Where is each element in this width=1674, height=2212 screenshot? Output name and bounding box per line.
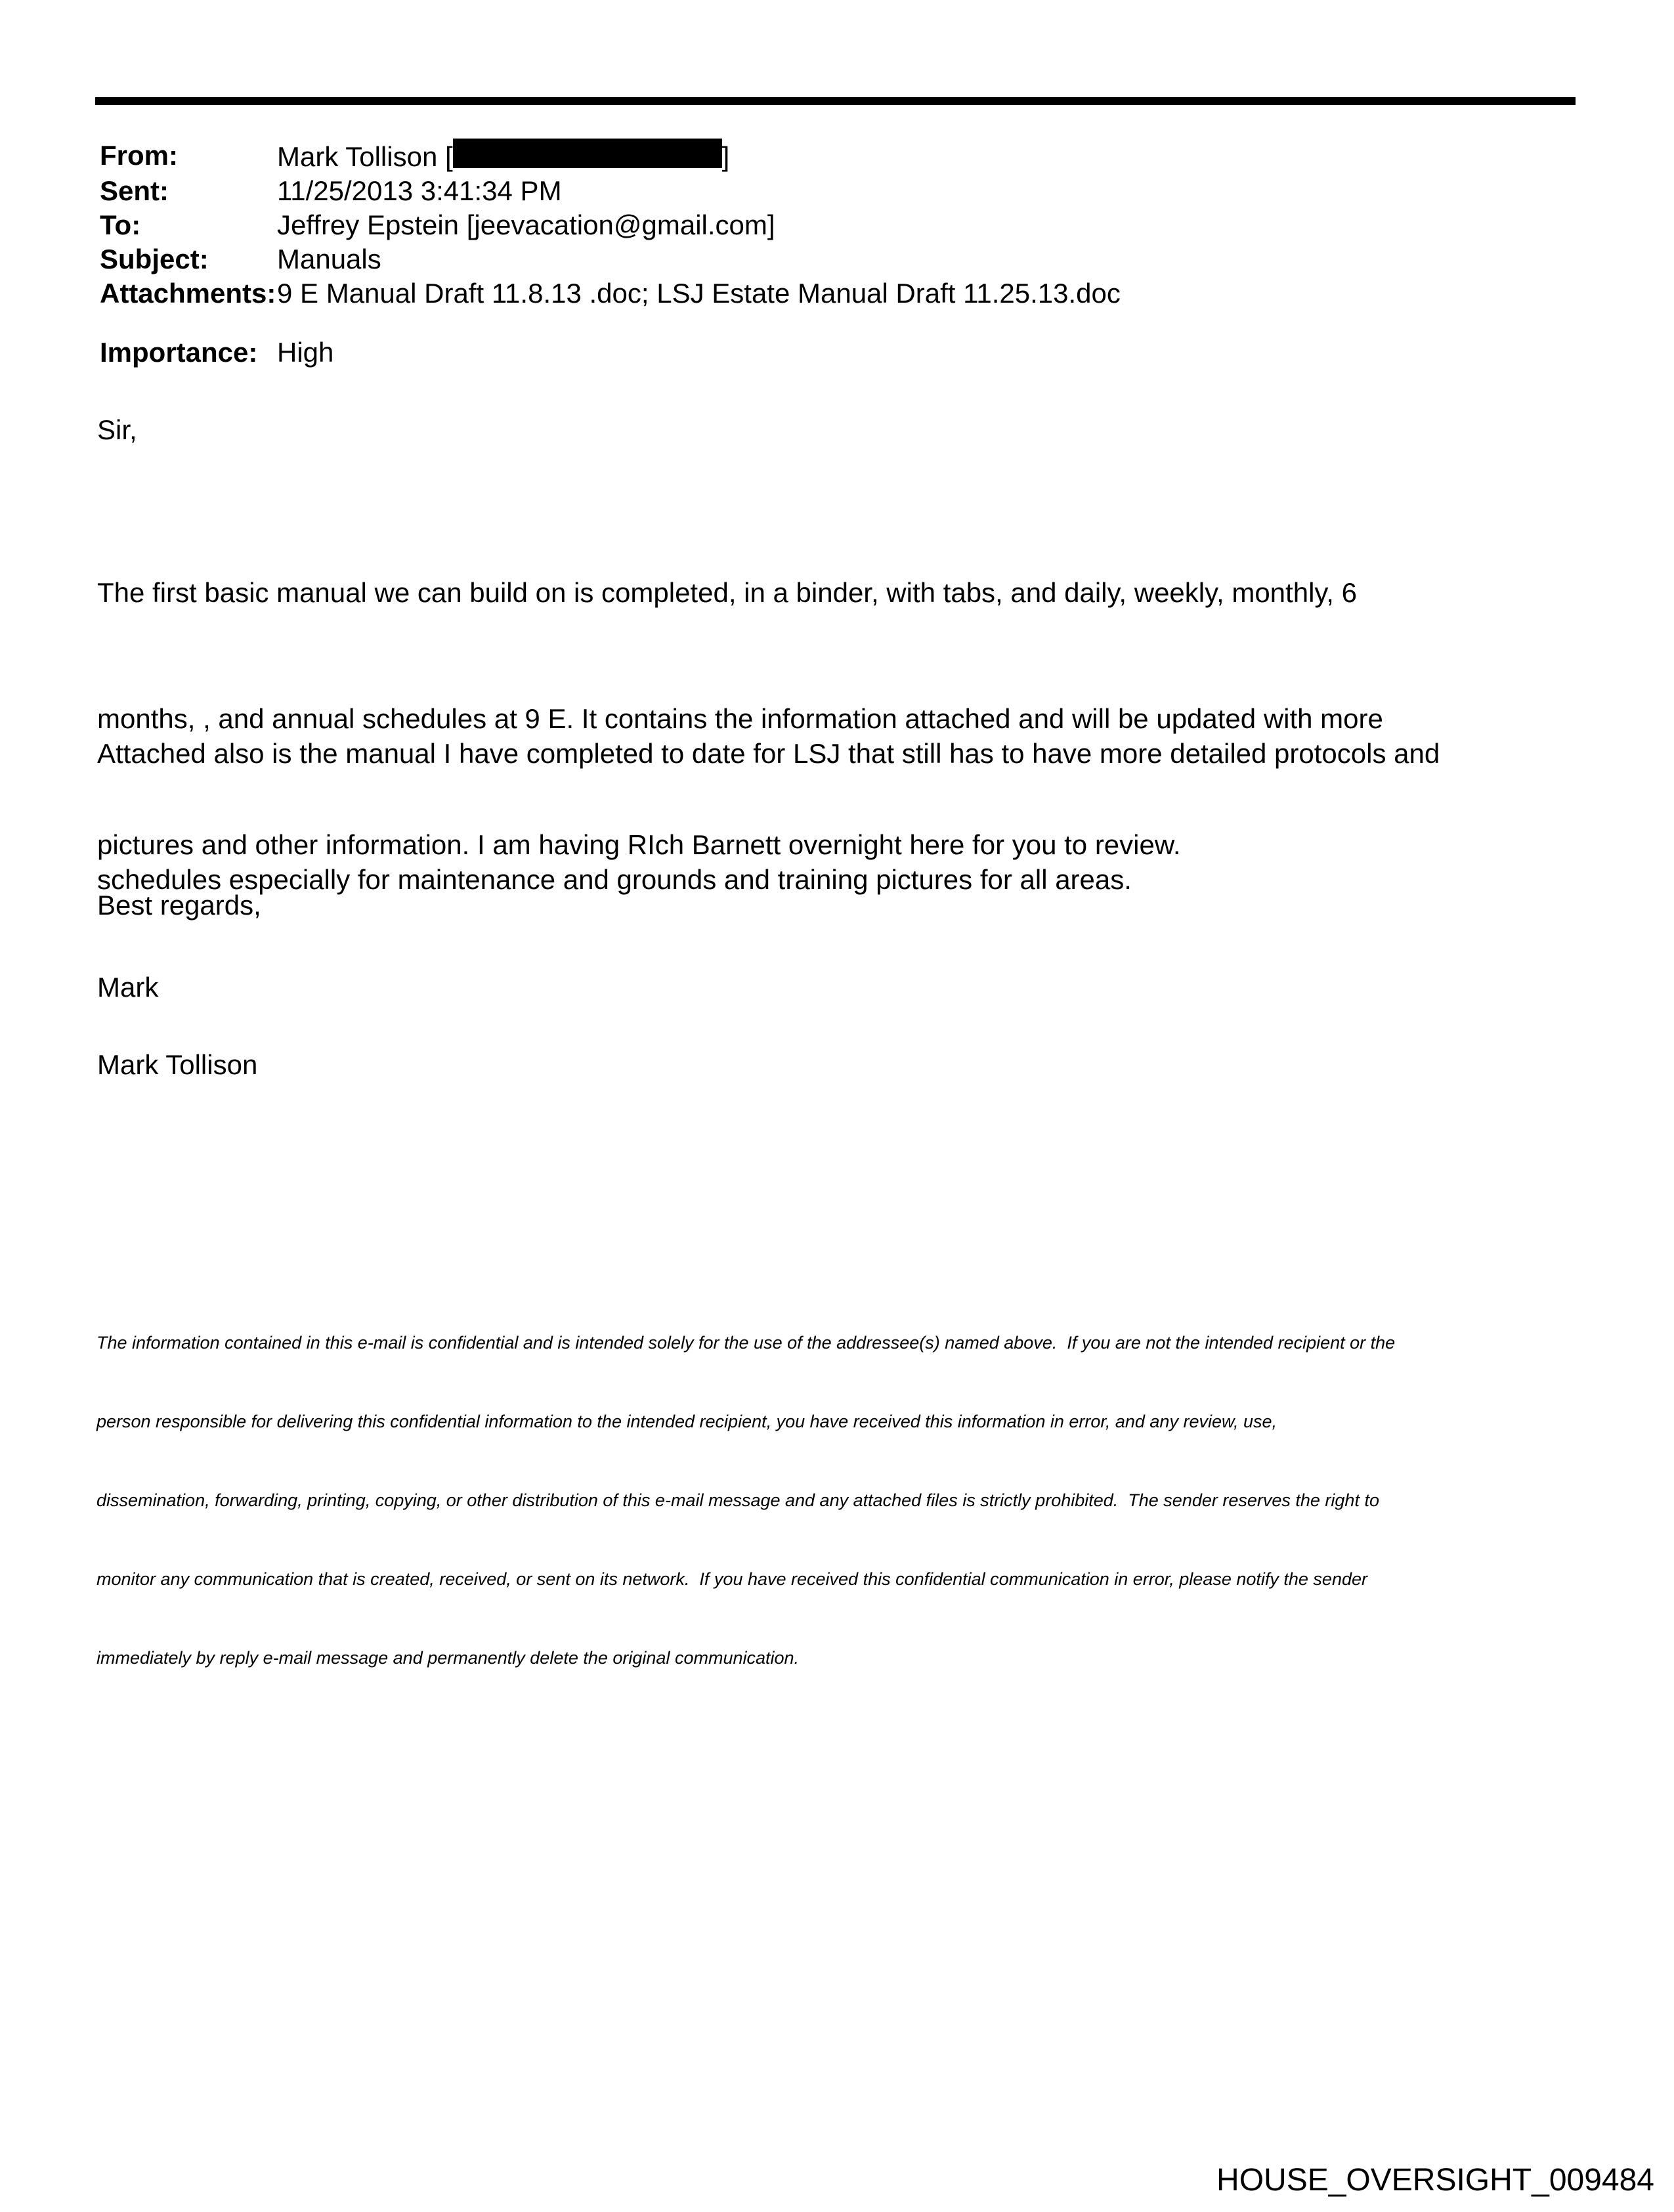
- subject-label: Subject:: [100, 244, 209, 274]
- from-value-prefix: Mark Tollison [: [277, 141, 453, 172]
- importance-label: Importance:: [100, 337, 258, 368]
- sent-label: Sent:: [100, 175, 169, 206]
- from-label: From:: [100, 140, 178, 171]
- disclaimer-line: person responsible for delivering this confidential information to the intended recipient, you have received this information in error, and any review, use,: [97, 1412, 1277, 1431]
- closing: Best regards,: [97, 890, 261, 921]
- attachments-label: Attachments:: [100, 278, 276, 309]
- paragraph-line: pictures and other information. I am having RIch Barnett overnight here for you to review.: [97, 829, 1181, 860]
- subject-value: Manuals: [277, 244, 381, 274]
- body-paragraph-2: [97, 649, 1440, 985]
- paragraph-line: Attached also is the manual I have completed to date for LSJ that still has to have more detailed protocols and: [97, 738, 1440, 769]
- signature-full: Mark Tollison: [97, 1049, 258, 1080]
- disclaimer-line: The information contained in this e-mail is confidential and is intended solely for the use of the addressee(s) named above. If you are not the intended recipient or the: [97, 1333, 1396, 1353]
- paragraph-line: months, , and annual schedules at 9 E. It contains the information attached and will be updated with more: [97, 703, 1383, 734]
- confidentiality-disclaimer: [97, 1277, 1395, 1724]
- bates-stamp: HOUSE_OVERSIGHT_009484: [1216, 2163, 1654, 2198]
- disclaimer-line: dissemination, forwarding, printing, copying, or other distribution of this e-mail message and any attached files is strictly prohibited. The sender reserves the right to: [97, 1490, 1379, 1510]
- to-value: Jeffrey Epstein [jeevacation@gmail.com]: [277, 209, 775, 240]
- from-value-suffix: ]: [721, 141, 730, 172]
- to-label: To:: [100, 209, 141, 240]
- disclaimer-line: monitor any communication that is created, received, or sent on its network. If you have received this confidential communication in error, please notify the sender: [97, 1569, 1367, 1589]
- attachments-value: 9 E Manual Draft 11.8.13 .doc; LSJ Estate Manual Draft 11.25.13.doc: [277, 278, 1121, 309]
- salutation: Sir,: [97, 414, 137, 445]
- importance-value: High: [277, 337, 334, 368]
- email-header: [100, 139, 1121, 311]
- signature-short: Mark: [97, 972, 159, 1003]
- from-value: [277, 139, 1121, 174]
- paragraph-line: schedules especially for maintenance and grounds and training pictures for all areas.: [97, 864, 1132, 895]
- redaction-bar: [453, 139, 722, 168]
- disclaimer-line: immediately by reply e-mail message and permanently delete the original communication.: [97, 1648, 800, 1668]
- separator-rule: [95, 97, 1576, 105]
- paragraph-line: The first basic manual we can build on is completed, in a binder, with tabs, and daily, weekly, monthly, 6: [97, 577, 1357, 608]
- sent-value: 11/25/2013 3:41:34 PM: [277, 175, 562, 206]
- importance-row: [100, 336, 333, 370]
